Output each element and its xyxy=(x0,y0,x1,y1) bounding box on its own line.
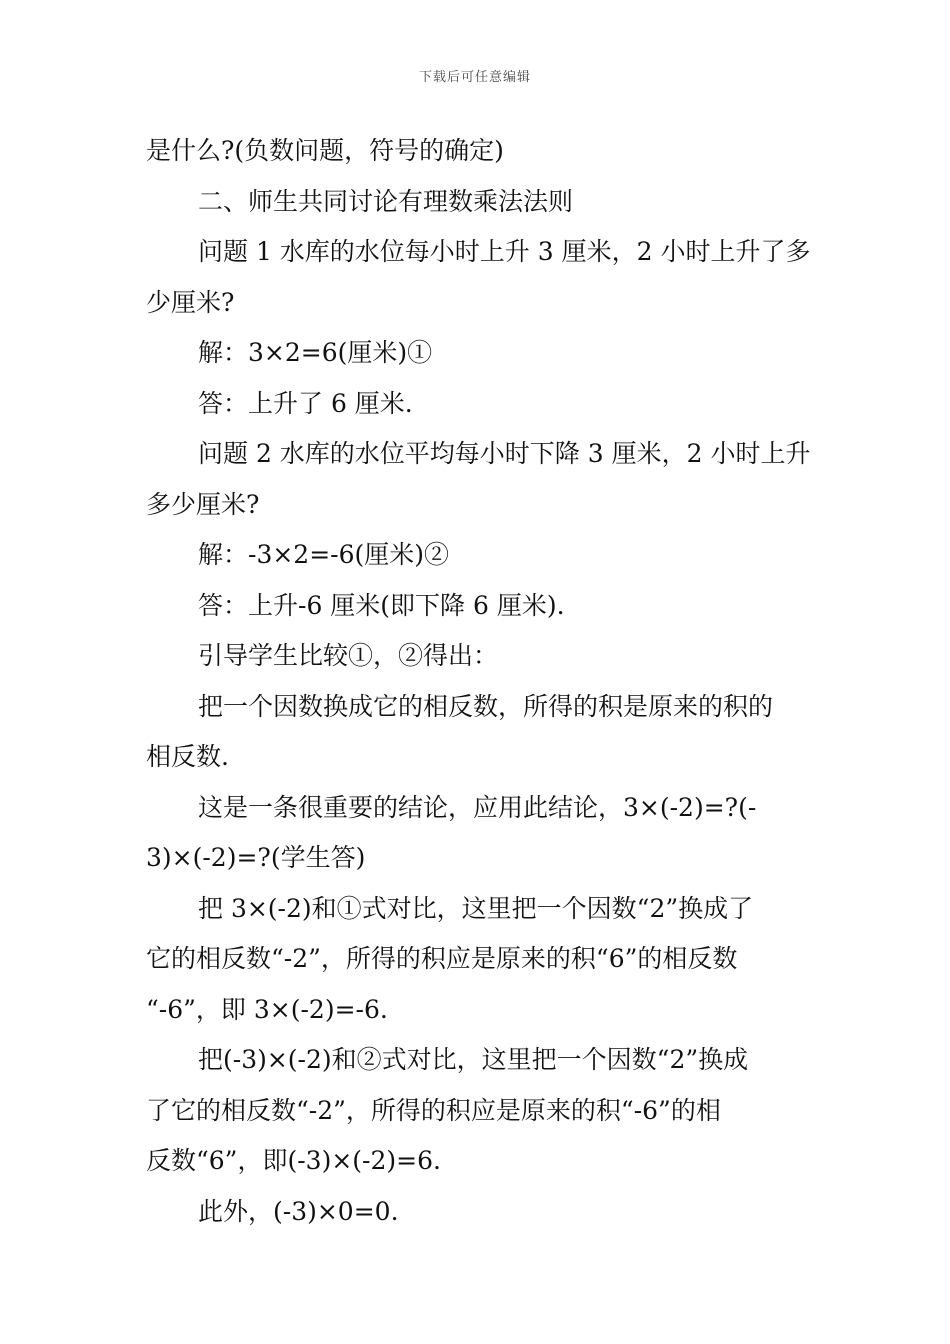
text-line: 解：3×2=6(厘米)① xyxy=(198,338,433,367)
text-line: 引导学生比较①，②得出： xyxy=(198,641,499,670)
text-line: 反数“6”，即(-3)×(-2)=6. xyxy=(146,1146,441,1175)
text-line: 了它的相反数“-2”，所得的积应是原来的积“-6”的相 xyxy=(146,1095,721,1125)
text-line: “-6”，即 3×(-2)=-6. xyxy=(146,994,388,1024)
text-line: 问题 2 水库的水位平均每小时下降 3 厘米，2 小时上升 xyxy=(198,439,811,468)
text-line: 这是一条很重要的结论，应用此结论，3×(-2)=?(- xyxy=(198,792,757,822)
text-line: 3)×(-2)=?(学生答) xyxy=(146,843,366,872)
text-line: 答：上升了 6 厘米. xyxy=(198,388,413,418)
text-line: 相反数. xyxy=(146,742,229,771)
document-body xyxy=(146,126,810,1237)
text-line: 它的相反数“-2”，所得的积应是原来的积“6”的相反数 xyxy=(146,944,738,973)
text-line: 少厘米? xyxy=(146,287,235,317)
text-line: 把(-3)×(-2)和②式对比，这里把一个因数“2”换成 xyxy=(198,1045,749,1074)
text-line: 把一个因数换成它的相反数，所得的积是原来的积的 xyxy=(198,691,774,721)
text-line: 多少厘米? xyxy=(146,489,260,519)
text-line: 解：-3×2=-6(厘米)② xyxy=(198,540,450,569)
text-line: 答：上升-6 厘米(即下降 6 厘米). xyxy=(198,590,565,620)
text-line: 此外，(-3)×0=0. xyxy=(198,1196,399,1226)
text-line: 问题 1 水库的水位每小时上升 3 厘米，2 小时上升了多 xyxy=(198,237,811,266)
text-line: 是什么?(负数问题，符号的确定) xyxy=(146,136,504,165)
text-line: 把 3×(-2)和①式对比，这里把一个因数“2”换成了 xyxy=(198,893,754,923)
page-header: 下载后可任意编辑 xyxy=(418,70,531,85)
text-line: 二、师生共同讨论有理数乘法法则 xyxy=(198,186,574,216)
